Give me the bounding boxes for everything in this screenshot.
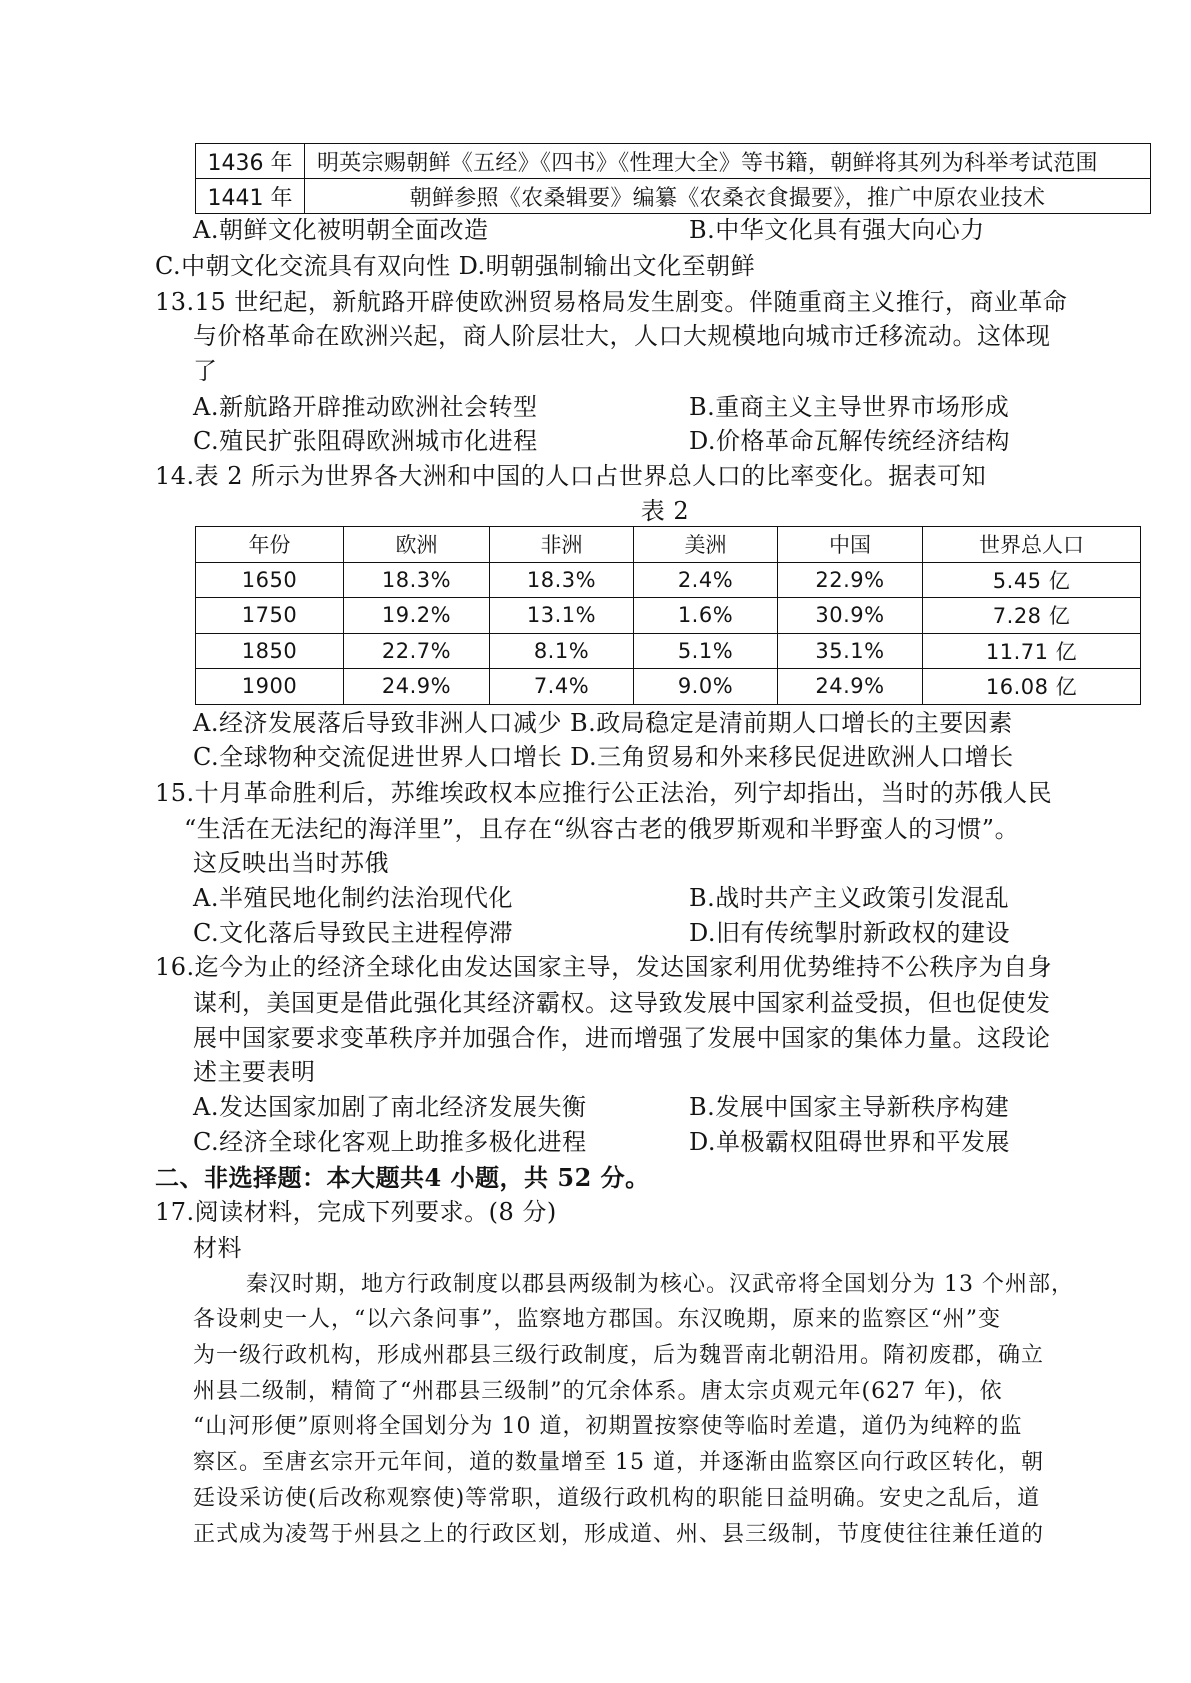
q15-option-b[interactable]: B.战时共产主义政策引发混乱 [689, 884, 1010, 912]
q16-stem-line: 谋利，美国更是借此强化其经济霸权。这导致发展中国家利益受损，但也促使发 [193, 989, 1051, 1017]
event-cell: 朝鲜参照《农桑辑要》编纂《农桑衣食撮要》，推广中原农业技术 [305, 179, 1151, 214]
table-cell: 22.9% [778, 562, 923, 598]
table-cell: 7.4% [490, 669, 634, 705]
table-cell: 8.1% [490, 633, 634, 669]
q15-stem-line: 15.十月革命胜利后，苏维埃政权本应推行公正法治，列宁却指出，当时的苏俄人民 [155, 779, 1053, 807]
table-row [196, 144, 1151, 179]
q13-option-b[interactable]: B.重商主义主导世界市场形成 [689, 393, 1010, 421]
q12-options-cd-line [155, 249, 755, 284]
table-cell: 18.3% [344, 562, 490, 598]
table-row [196, 598, 1141, 634]
q14-stem-line: 14.表 2 所示为世界各大洲和中国的人口占世界总人口的比率变化。据表可知 [155, 462, 987, 490]
q16-option-c[interactable]: C.经济全球化客观上助推多极化进程 [193, 1128, 587, 1156]
table-row [196, 669, 1141, 705]
event-cell: 明英宗赐朝鲜《五经》《四书》《性理大全》等书籍，朝鲜将其列为科举考试范围 [305, 144, 1151, 179]
table-cell: 16.08 亿 [923, 669, 1141, 705]
material-line: 为一级行政机构，形成州郡县三级行政制度，后为魏晋南北朝沿用。隋初废郡，确立 [193, 1343, 1045, 1368]
table-cell: 1.6% [634, 598, 778, 634]
table-cell: 22.7% [344, 633, 490, 669]
table-header-row [196, 527, 1141, 563]
column-header: 年份 [196, 527, 344, 563]
material-line: 察区。至唐玄宗开元年间，道的数量增至 15 道，并逐渐由监察区向行政区转化，朝 [193, 1450, 1044, 1475]
table-caption: 表 2 [640, 497, 690, 525]
q15-option-d[interactable]: D.旧有传统掣肘新政权的建设 [689, 919, 1011, 947]
table-cell: 1750 [196, 598, 344, 634]
q13-stem-line: 与价格革命在欧洲兴起，商人阶层壮大，人口大规模地向城市迁移流动。这体现 [193, 322, 1051, 350]
q14-option-c[interactable]: C.全球物种交流促进世界人口增长 [193, 743, 563, 771]
q16-stem-line: 述主要表明 [193, 1058, 316, 1086]
table-row [196, 633, 1141, 669]
q13-stem-line: 了 [193, 357, 218, 385]
q16-option-d[interactable]: D.单极霸权阻碍世界和平发展 [689, 1128, 1011, 1156]
q13-option-d[interactable]: D.价格革命瓦解传统经济结构 [689, 427, 1011, 455]
q16-option-b[interactable]: B.发展中国家主导新秩序构建 [689, 1093, 1010, 1121]
year-cell: 1436 年 [196, 144, 305, 179]
table-cell: 9.0% [634, 669, 778, 705]
section-heading: 二、非选择题：本大题共4 小题，共 52 分。 [155, 1163, 650, 1192]
q14-option-a[interactable]: A.经济发展落后导致非洲人口减少 [193, 709, 562, 737]
table-cell: 18.3% [490, 562, 634, 598]
material-line: 州县二级制，精简了“州郡县三级制”的冗余体系。唐太宗贞观元年(627 年)，依 [193, 1379, 1003, 1404]
q15-stem-line: 这反映出当时苏俄 [193, 849, 389, 877]
table-cell: 1850 [196, 633, 344, 669]
q15-stem-line: “生活在无法纪的海洋里”，且存在“纵容古老的俄罗斯观和半野蛮人的习惯”。 [184, 815, 1020, 843]
table-cell: 11.71 亿 [923, 633, 1141, 669]
q16-stem-line: 展中国家要求变革秩序并加强合作，进而增强了发展中国家的集体力量。这段论 [193, 1024, 1051, 1052]
q12-option-b[interactable]: B.中华文化具有强大向心力 [689, 216, 985, 244]
table-cell: 19.2% [344, 598, 490, 634]
q16-option-a[interactable]: A.发达国家加剧了南北经济发展失衡 [193, 1093, 587, 1121]
table-cell: 1900 [196, 669, 344, 705]
table-row [196, 179, 1151, 214]
table-cell: 5.1% [634, 633, 778, 669]
table-cell: 13.1% [490, 598, 634, 634]
q13-option-a[interactable]: A.新航路开辟推动欧洲社会转型 [193, 393, 538, 421]
q15-option-c[interactable]: C.文化落后导致民主进程停滞 [193, 919, 514, 947]
q14-option-d[interactable]: D.三角贸易和外来移民促进欧洲人口增长 [570, 743, 1014, 771]
material-line: “山河形便”原则将全国划分为 10 道，初期置按察使等临时差遣，道仍为纯粹的监 [193, 1414, 1023, 1439]
table-cell: 24.9% [778, 669, 923, 705]
table-cell: 1650 [196, 562, 344, 598]
q14-options-cd-line [193, 740, 1014, 775]
table-cell: 7.28 亿 [923, 598, 1141, 634]
material-line: 廷设采访使(后改称观察使)等常职，道级行政机构的职能日益明确。安史之乱后，道 [193, 1486, 1041, 1511]
table-cell: 30.9% [778, 598, 923, 634]
q14-options-ab-line [193, 706, 1013, 741]
column-header: 美洲 [634, 527, 778, 563]
table-cell: 24.9% [344, 669, 490, 705]
column-header: 欧洲 [344, 527, 490, 563]
column-header: 世界总人口 [923, 527, 1141, 563]
q17-stem: 17.阅读材料，完成下列要求。(8 分) [155, 1198, 557, 1226]
q12-option-d[interactable]: D.明朝强制输出文化至朝鲜 [458, 252, 756, 280]
table-cell: 35.1% [778, 633, 923, 669]
year-cell: 1441 年 [196, 179, 305, 214]
q12-option-a[interactable]: A.朝鲜文化被明朝全面改造 [193, 216, 489, 244]
column-header: 非洲 [490, 527, 634, 563]
table-cell: 5.45 亿 [923, 562, 1141, 598]
q16-stem-line: 16.迄今为止的经济全球化由发达国家主导，发达国家利用优势维持不公秩序为自身 [155, 953, 1053, 981]
q12-material-table [195, 143, 1151, 214]
population-table [195, 526, 1141, 705]
table-row [196, 562, 1141, 598]
q12-option-c[interactable]: C.中朝文化交流具有双向性 [155, 252, 451, 280]
q13-option-c[interactable]: C.殖民扩张阻碍欧洲城市化进程 [193, 427, 538, 455]
q14-option-b[interactable]: B.政局稳定是清前期人口增长的主要因素 [569, 709, 1013, 737]
table-cell: 2.4% [634, 562, 778, 598]
material-line: 正式成为凌驾于州县之上的行政区划，形成道、州、县三级制，节度使往往兼任道的 [193, 1522, 1045, 1547]
material-line: 各设刺史一人，“以六条问事”，监察地方郡国。东汉晚期，原来的监察区“州”变 [193, 1307, 1001, 1332]
column-header: 中国 [778, 527, 923, 563]
material-line: 秦汉时期，地方行政制度以郡县两级制为核心。汉武帝将全国划分为 13 个州部， [246, 1272, 1074, 1297]
material-label: 材料 [193, 1234, 242, 1262]
q13-stem-line: 13.15 世纪起，新航路开辟使欧洲贸易格局发生剧变。伴随重商主义推行，商业革命 [155, 288, 1068, 316]
q15-option-a[interactable]: A.半殖民地化制约法治现代化 [193, 884, 513, 912]
